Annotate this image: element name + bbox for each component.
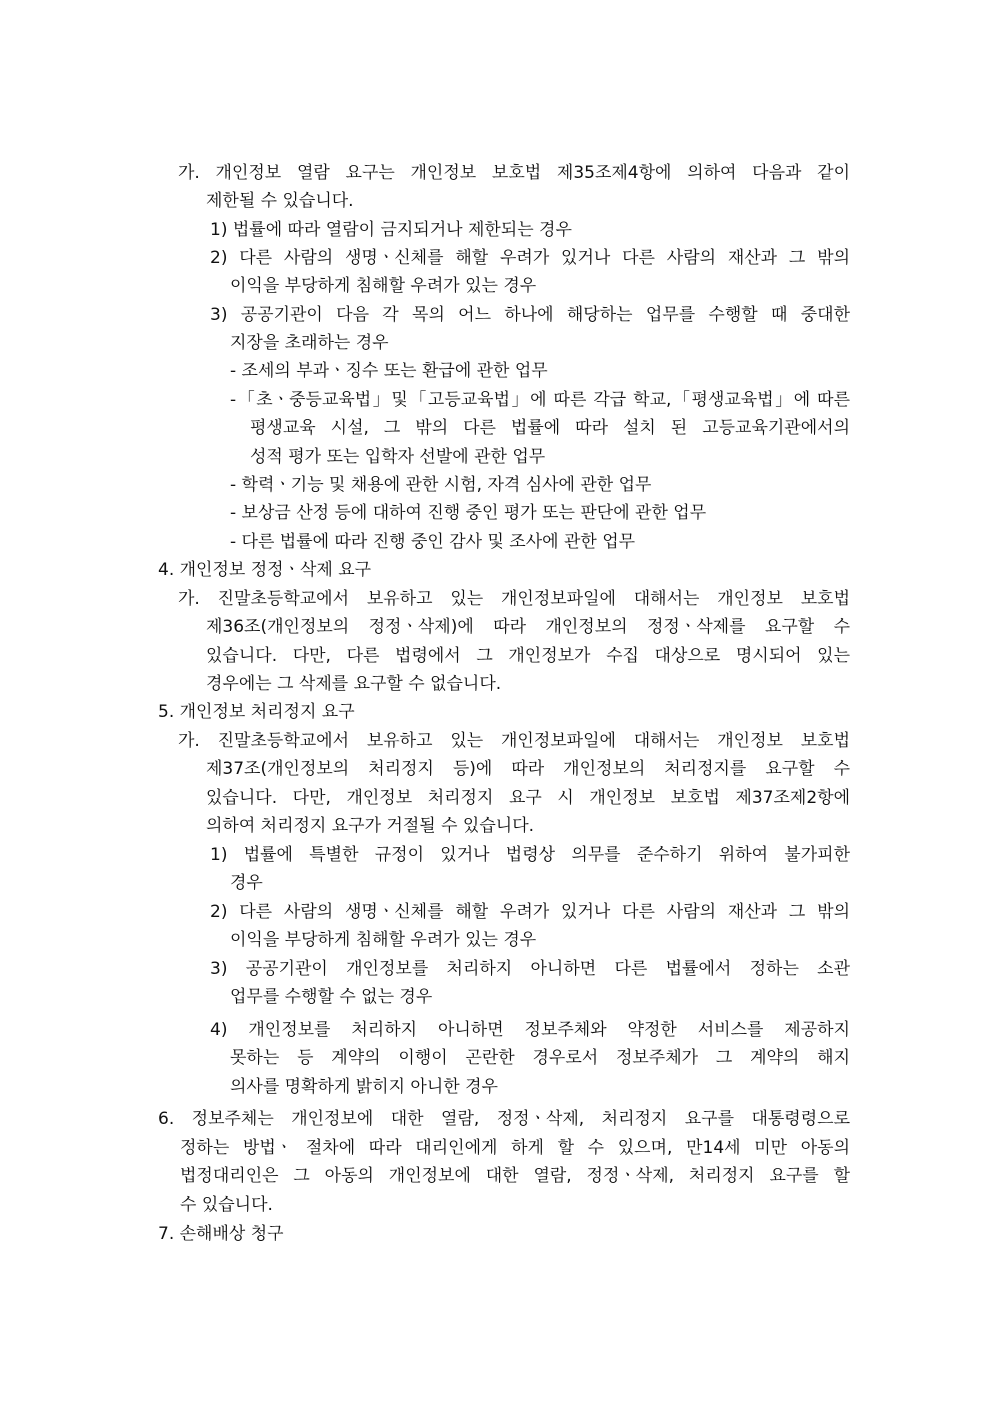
section-6-line-1: 6. 정보주체는 개인정보에 대한 열람, 정정ㆍ삭제, 처리정지 요구를 대통령령으로 xyxy=(158,1109,850,1129)
dash-item-3: - 학력ㆍ기능 및 채용에 관한 시험, 자격 심사에 관한 업무 xyxy=(230,475,652,495)
section-4-ga-line-3: 있습니다. 다만, 다른 법령에서 그 개인정보가 수집 대상으로 명시되어 있는 xyxy=(206,646,850,666)
sub-item-3-line-1: 3) 공공기관이 다음 각 목의 어느 하나에 해당하는 업무를 수행할 때 중대한 xyxy=(210,305,850,325)
section-4-ga-line-2: 제36조(개인정보의 정정ㆍ삭제)에 따라 개인정보의 정정ㆍ삭제를 요구할 수 xyxy=(206,617,850,637)
dash-item-2-line-3: 성적 평가 또는 입학자 선발에 관한 업무 xyxy=(250,447,546,467)
section-4-heading: 4. 개인정보 정정ㆍ삭제 요구 xyxy=(158,560,372,580)
section-5-sub-item-4-line-1: 4) 개인정보를 처리하지 아니하면 정보주체와 약정한 서비스를 제공하지 xyxy=(210,1020,850,1040)
section-5-sub-item-1-line-2: 경우 xyxy=(230,873,263,893)
dash-item-1: - 조세의 부과ㆍ징수 또는 환급에 관한 업무 xyxy=(230,361,548,381)
section-5-ga-line-1: 가. 진말초등학교에서 보유하고 있는 개인정보파일에 대해서는 개인정보 보호법 xyxy=(178,731,850,751)
section-5-sub-item-1-line-1: 1) 법률에 특별한 규정이 있거나 법령상 의무를 준수하기 위하여 불가피한 xyxy=(210,845,850,865)
section-4-ga-line-4: 경우에는 그 삭제를 요구할 수 없습니다. xyxy=(206,674,502,694)
dash-item-2-line-2: 평생교육 시설, 그 밖의 다른 법률에 따라 설치 된 고등교육기관에서의 xyxy=(250,418,850,438)
sub-item-3-line-2: 지장을 초래하는 경우 xyxy=(230,333,389,353)
section-5-sub-item-4-line-3: 의사를 명확하게 밝히지 아니한 경우 xyxy=(230,1077,498,1097)
item-ga-line-1: 가. 개인정보 열람 요구는 개인정보 보호법 제35조제4항에 의하여 다음과 같이 xyxy=(178,163,850,183)
section-5-ga-line-2: 제37조(개인정보의 처리정지 등)에 따라 개인정보의 처리정지를 요구할 수 xyxy=(206,759,850,779)
dash-item-5: - 다른 법률에 따라 진행 중인 감사 및 조사에 관한 업무 xyxy=(230,532,636,552)
item-ga-line-2: 제한될 수 있습니다. xyxy=(206,191,354,211)
section-6-line-3: 법정대리인은 그 아동의 개인정보에 대한 열람, 정정ㆍ삭제, 처리정지 요구를 할 xyxy=(180,1166,850,1186)
dash-item-2-line-1: -「초ㆍ중등교육법」및「고등교육법」에 따른 각급 학교,「평생교육법」에 따른 xyxy=(230,390,850,410)
section-5-sub-item-4-line-2: 못하는 등 계약의 이행이 곤란한 경우로서 정보주체가 그 계약의 해지 xyxy=(230,1048,850,1068)
section-4-ga-line-1: 가. 진말초등학교에서 보유하고 있는 개인정보파일에 대해서는 개인정보 보호법 xyxy=(178,589,850,609)
section-5-ga-line-4: 의하여 처리정지 요구가 거절될 수 있습니다. xyxy=(206,816,535,836)
sub-item-1: 1) 법률에 따라 열람이 금지되거나 제한되는 경우 xyxy=(210,220,572,240)
section-6-line-2: 정하는 방법ㆍ 절차에 따라 대리인에게 하게 할 수 있으며, 만14세 미만 아동의 xyxy=(180,1138,850,1158)
section-5-sub-item-3-line-2: 업무를 수행할 수 없는 경우 xyxy=(230,987,433,1007)
sub-item-2-line-2: 이익을 부당하게 침해할 우려가 있는 경우 xyxy=(230,276,537,296)
sub-item-2-line-1: 2) 다른 사람의 생명ㆍ신체를 해할 우려가 있거나 다른 사람의 재산과 그 밖의 xyxy=(210,248,850,268)
dash-item-4: - 보상금 산정 등에 대하여 진행 중인 평가 또는 판단에 관한 업무 xyxy=(230,503,707,523)
section-7-heading: 7. 손해배상 청구 xyxy=(158,1224,284,1244)
section-5-heading: 5. 개인정보 처리정지 요구 xyxy=(158,702,355,722)
section-5-sub-item-2-line-1: 2) 다른 사람의 생명ㆍ신체를 해할 우려가 있거나 다른 사람의 재산과 그 밖의 xyxy=(210,902,850,922)
section-5-sub-item-3-line-1: 3) 공공기관이 개인정보를 처리하지 아니하면 다른 법률에서 정하는 소관 xyxy=(210,959,850,979)
section-6-line-4: 수 있습니다. xyxy=(180,1195,273,1215)
section-5-ga-line-3: 있습니다. 다만, 개인정보 처리정지 요구 시 개인정보 보호법 제37조제2항에 xyxy=(206,788,850,808)
section-5-sub-item-2-line-2: 이익을 부당하게 침해할 우려가 있는 경우 xyxy=(230,930,537,950)
